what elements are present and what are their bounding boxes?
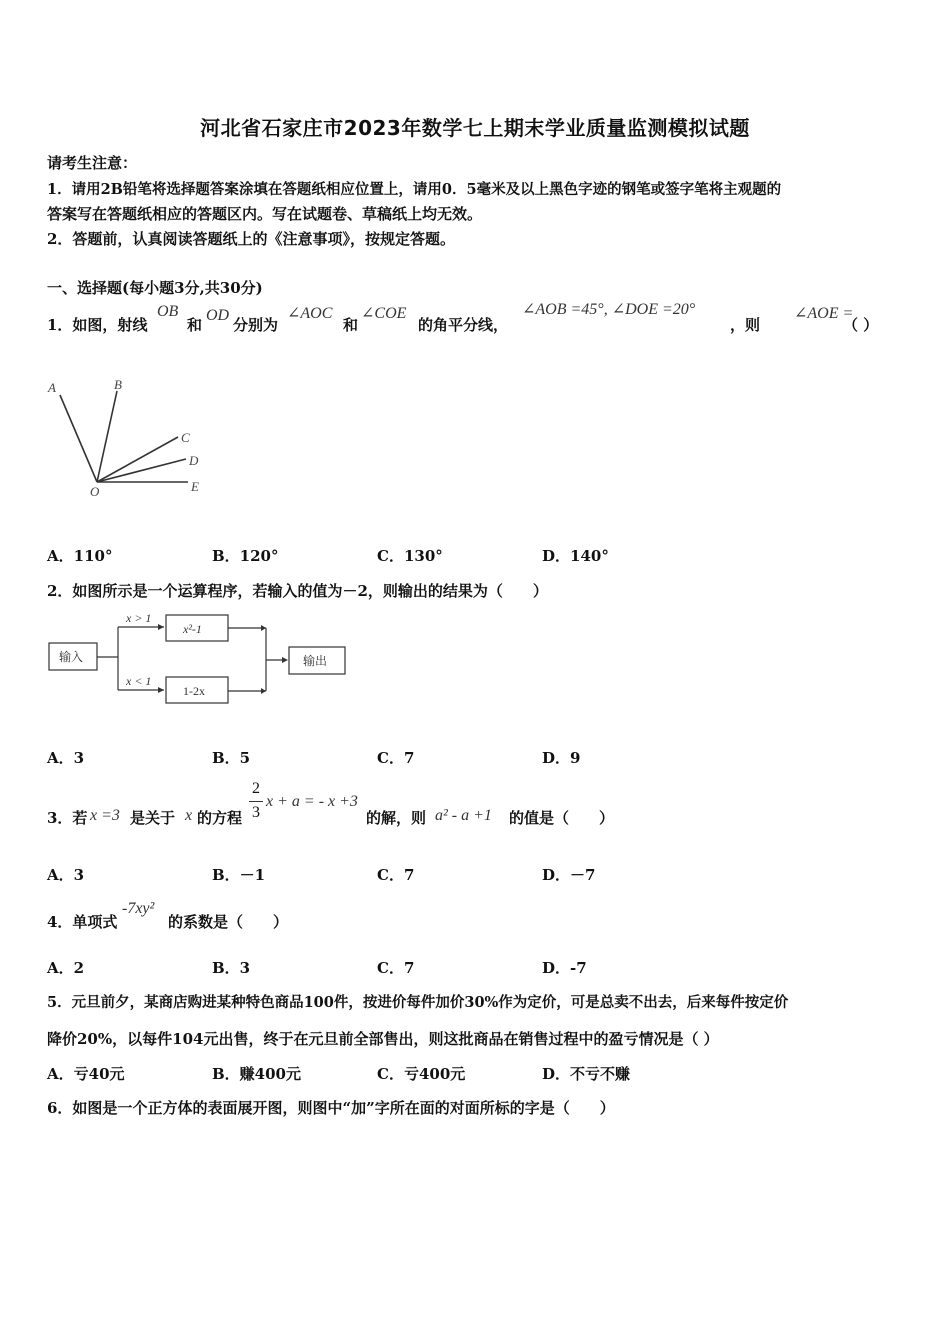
- q1-math-aoe: ∠AOE =: [794, 305, 854, 322]
- q3-frac-num: 2: [252, 780, 260, 797]
- label-e: E: [191, 479, 199, 494]
- q1-math-coe: ∠COE: [361, 305, 407, 322]
- notice-line-3: 2．答题前，认真阅读答题纸上的《注意事项》，按规定答题。: [47, 230, 455, 248]
- label-b: B: [114, 377, 122, 392]
- input-label: 输入: [59, 650, 84, 664]
- notice-line-1: 1．请用2B铅笔将选择题答案涂填在答题纸相应位置上，请用0．5毫米及以上黑色字迹的钢笔或签字笔将主观题的: [47, 181, 782, 198]
- q1-math-aoc: ∠AOC: [287, 305, 333, 322]
- section-heading: 一、选择题(每小题3分,共30分): [47, 279, 263, 297]
- q1-option-c[interactable]: C．130°: [377, 547, 443, 565]
- q2-option-b[interactable]: B．5: [212, 749, 251, 767]
- q1-text: 1．如图，射线: [47, 316, 148, 334]
- q4-math-monomial: -7xy²: [122, 900, 155, 917]
- q5-option-d[interactable]: D．不亏不赚: [542, 1065, 631, 1083]
- q5-option-b[interactable]: B．赚400元: [212, 1065, 301, 1083]
- q1-text: 和: [343, 316, 359, 334]
- ray-od: [97, 459, 186, 482]
- q5-option-c[interactable]: C．亏400元: [377, 1065, 466, 1083]
- q3-math-x3: x =3: [90, 807, 120, 824]
- q4-option-d[interactable]: D．-7: [542, 959, 587, 977]
- q3-math-eq: x + a = - x +3: [266, 793, 358, 810]
- q3-frac-den: 3: [252, 804, 260, 821]
- q4-option-a[interactable]: A．2: [47, 959, 85, 977]
- q3-text: 的方程: [197, 809, 243, 827]
- q1-text: 和: [187, 316, 203, 334]
- q3-text: 3．若: [47, 809, 88, 827]
- q2-option-d[interactable]: D．9: [542, 749, 581, 767]
- q6-text: 6．如图是一个正方体的表面展开图，则图中“加”字所在面的对面所标的字是（ ）: [47, 1099, 615, 1117]
- q4-option-b[interactable]: B．3: [212, 959, 251, 977]
- q4-option-c[interactable]: C．7: [377, 959, 415, 977]
- box-bottom-label: 1-2x: [183, 684, 205, 698]
- q1-answer-bracket: （ ）: [843, 316, 879, 334]
- q2-option-a[interactable]: A．3: [47, 749, 85, 767]
- q3-math-x: x: [185, 807, 193, 824]
- q3-option-a[interactable]: A．3: [47, 866, 85, 884]
- box-top-label: x²-1: [183, 622, 202, 636]
- cond-top: x > 1: [126, 611, 152, 625]
- q3-text: 的解，则: [366, 809, 427, 827]
- notice-line-2: 答案写在答题纸相应的答题区内。写在试题卷、草稿纸上均无效。: [47, 205, 483, 223]
- q3-option-d[interactable]: D．－7: [542, 866, 596, 884]
- q1-text: ，则: [730, 316, 761, 334]
- q2-text: 2．如图所示是一个运算程序，若输入的值为－2，则输出的结果为（ ）: [47, 582, 548, 600]
- q3-text: 的值是（ ）: [509, 809, 615, 827]
- q1-option-a[interactable]: A．110°: [47, 547, 113, 565]
- q5-text-line-1: 5．元旦前夕，某商店购进某种特色商品100件，按进价每件加价30%作为定价，可是总卖不出去，后来每件按定价: [47, 994, 789, 1011]
- ray-oa: [60, 395, 97, 482]
- q3-text: 是关于: [130, 809, 176, 827]
- q3-option-b[interactable]: B．－1: [212, 866, 266, 884]
- q1-angle-figure: [40, 375, 220, 505]
- output-label: 输出: [303, 654, 328, 668]
- ray-oc: [97, 437, 178, 482]
- q5-text-line-2: 降价20%，以每件104元出售，终于在元旦前全部售出，则这批商品在销售过程中的盈亏情况是（ ）: [47, 1030, 719, 1048]
- q1-option-b[interactable]: B．120°: [212, 547, 279, 565]
- ray-ob: [97, 391, 117, 482]
- q2-flowchart: [40, 605, 360, 715]
- q2-option-c[interactable]: C．7: [377, 749, 415, 767]
- label-d: D: [189, 453, 199, 468]
- q1-option-d[interactable]: D．140°: [542, 547, 609, 565]
- page-title: 河北省石家庄市2023年数学七上期末学业质量监测模拟试题: [200, 116, 750, 140]
- q3-frac-bar: [249, 801, 263, 802]
- q1-math-given: ∠AOB =45°, ∠DOE =20°: [522, 301, 696, 318]
- cond-bottom: x < 1: [126, 674, 152, 688]
- q1-math-ob: OB: [157, 303, 179, 320]
- q1-text: 的角平分线，: [418, 316, 509, 334]
- q4-text: 的系数是（ ）: [168, 913, 289, 931]
- q3-option-c[interactable]: C．7: [377, 866, 415, 884]
- q4-text: 4．单项式: [47, 913, 118, 931]
- label-o: O: [90, 484, 100, 499]
- notice-heading: 请考生注意：: [47, 154, 138, 172]
- label-a: A: [48, 380, 56, 395]
- q1-math-od: OD: [206, 307, 230, 324]
- label-c: C: [181, 430, 190, 445]
- q1-text: 分别为: [233, 316, 279, 334]
- q5-option-a[interactable]: A．亏40元: [47, 1065, 125, 1083]
- q3-math-expr: a² - a +1: [435, 807, 492, 824]
